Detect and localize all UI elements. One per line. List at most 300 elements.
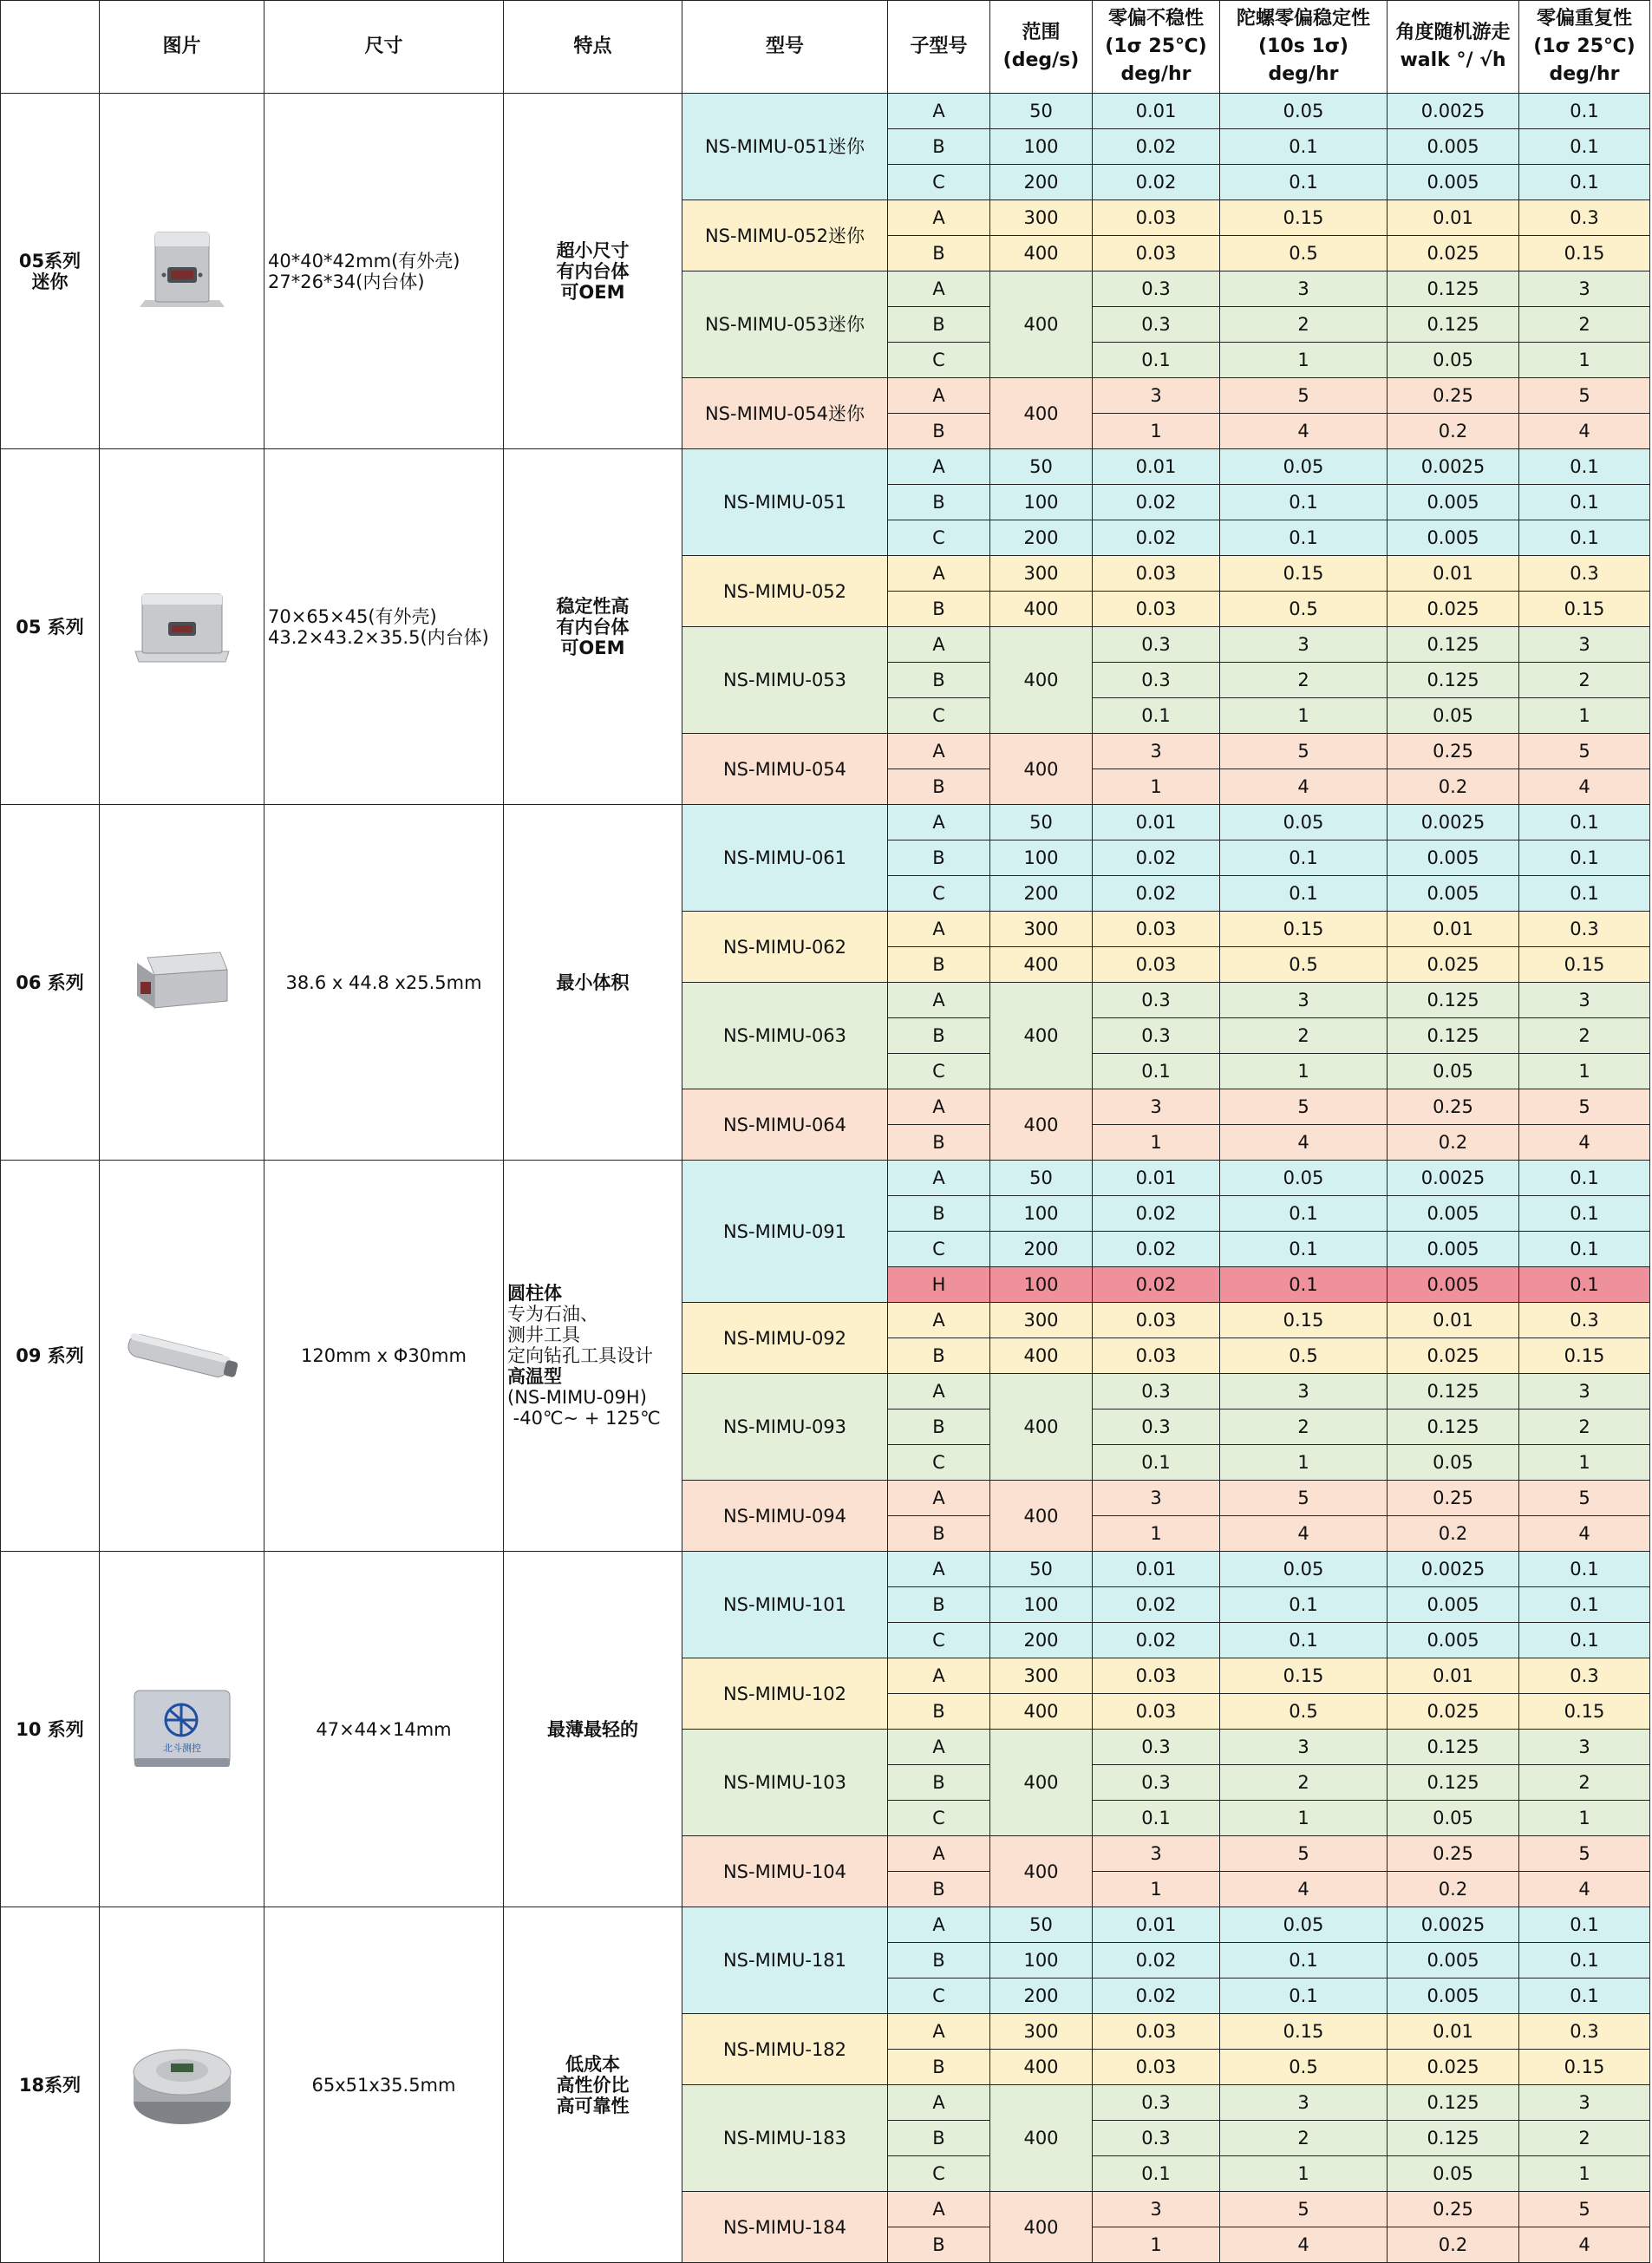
angle-random-walk-cell: 0.05 <box>1388 1801 1519 1836</box>
range-cell: 400 <box>990 1730 1093 1836</box>
bias-repeatability-cell: 0.15 <box>1519 1694 1650 1730</box>
range-cell: 300 <box>990 556 1093 592</box>
angle-random-walk-cell: 0.125 <box>1388 307 1519 343</box>
bias-repeatability-cell: 0.1 <box>1519 129 1650 165</box>
angle-random-walk-cell: 0.01 <box>1388 200 1519 236</box>
submodel-cell: A <box>888 2192 990 2227</box>
bias-repeatability-cell: 3 <box>1519 983 1650 1018</box>
range-cell: 400 <box>990 2050 1093 2085</box>
range-cell: 200 <box>990 1978 1093 2014</box>
model-name: NS-MIMU-093 <box>682 1374 888 1481</box>
angle-random-walk-cell: 0.01 <box>1388 1658 1519 1694</box>
angle-random-walk-cell: 0.01 <box>1388 2014 1519 2050</box>
mini-cube-imu <box>102 107 261 436</box>
angle-random-walk-cell: 0.01 <box>1388 1303 1519 1338</box>
bias-stability-cell: 1 <box>1220 698 1388 734</box>
product-image <box>100 1907 264 2263</box>
product-image <box>100 1552 264 1907</box>
angle-random-walk-cell: 0.005 <box>1388 1196 1519 1232</box>
model-name: NS-MIMU-061 <box>682 805 888 912</box>
range-cell: 50 <box>990 449 1093 485</box>
bias-stability-cell: 2 <box>1220 1765 1388 1801</box>
range-cell: 300 <box>990 912 1093 947</box>
bias-instability-cell: 0.1 <box>1093 1054 1220 1089</box>
bias-stability-cell: 1 <box>1220 2156 1388 2192</box>
bias-repeatability-cell: 0.1 <box>1519 840 1650 876</box>
angle-random-walk-cell: 0.005 <box>1388 876 1519 912</box>
bias-instability-cell: 0.3 <box>1093 1409 1220 1445</box>
angle-random-walk-cell: 0.025 <box>1388 2050 1519 2085</box>
angle-random-walk-cell: 0.005 <box>1388 1943 1519 1978</box>
angle-random-walk-cell: 0.005 <box>1388 1623 1519 1658</box>
submodel-cell: A <box>888 912 990 947</box>
bias-instability-cell: 0.1 <box>1093 343 1220 378</box>
angle-random-walk-cell: 0.05 <box>1388 1445 1519 1481</box>
submodel-cell: A <box>888 271 990 307</box>
bias-stability-cell: 0.15 <box>1220 200 1388 236</box>
bias-repeatability-cell: 3 <box>1519 2085 1650 2121</box>
angle-random-walk-cell: 0.25 <box>1388 734 1519 769</box>
range-cell: 100 <box>990 129 1093 165</box>
product-features: 低成本 高性价比 高可靠性 <box>504 1907 682 2263</box>
bias-repeatability-cell: 1 <box>1519 343 1650 378</box>
product-size: 38.6 x 44.8 x25.5mm <box>264 805 504 1161</box>
submodel-cell: A <box>888 94 990 129</box>
bias-repeatability-cell: 1 <box>1519 1445 1650 1481</box>
submodel-cell: B <box>888 307 990 343</box>
bias-stability-cell: 0.1 <box>1220 1196 1388 1232</box>
submodel-cell: B <box>888 1196 990 1232</box>
model-name: NS-MIMU-052迷你 <box>682 200 888 271</box>
table-row <box>1 1552 1650 1587</box>
angle-random-walk-cell: 0.005 <box>1388 129 1519 165</box>
bias-instability-cell: 0.3 <box>1093 627 1220 663</box>
submodel-cell: C <box>888 1623 990 1658</box>
range-cell: 400 <box>990 1694 1093 1730</box>
submodel-cell: C <box>888 876 990 912</box>
bias-repeatability-cell: 0.1 <box>1519 1232 1650 1267</box>
bias-instability-cell: 1 <box>1093 1872 1220 1907</box>
angle-random-walk-cell: 0.025 <box>1388 947 1519 983</box>
model-name: NS-MIMU-063 <box>682 983 888 1089</box>
header-range: 范围 (deg/s) <box>990 1 1093 94</box>
bias-repeatability-cell: 0.1 <box>1519 1552 1650 1587</box>
model-name: NS-MIMU-051迷你 <box>682 94 888 200</box>
angle-random-walk-cell: 0.005 <box>1388 1267 1519 1303</box>
angle-random-walk-cell: 0.125 <box>1388 1730 1519 1765</box>
bias-stability-cell: 0.1 <box>1220 840 1388 876</box>
submodel-cell: A <box>888 1481 990 1516</box>
bias-repeatability-cell: 1 <box>1519 698 1650 734</box>
range-cell: 400 <box>990 236 1093 271</box>
bias-stability-cell: 5 <box>1220 1481 1388 1516</box>
submodel-cell: B <box>888 485 990 520</box>
bias-stability-cell: 0.5 <box>1220 1694 1388 1730</box>
bias-stability-cell: 5 <box>1220 1836 1388 1872</box>
bias-instability-cell: 1 <box>1093 1516 1220 1552</box>
submodel-cell: A <box>888 627 990 663</box>
bias-stability-cell: 0.5 <box>1220 2050 1388 2085</box>
bias-instability-cell: 1 <box>1093 414 1220 449</box>
header-bias-stability: 陀螺零偏稳定性 (10s 1σ) deg/hr <box>1220 1 1388 94</box>
bias-repeatability-cell: 5 <box>1519 1089 1650 1125</box>
header-image: 图片 <box>100 1 264 94</box>
header-size: 尺寸 <box>264 1 504 94</box>
range-cell: 400 <box>990 2085 1093 2192</box>
bias-repeatability-cell: 3 <box>1519 627 1650 663</box>
angle-random-walk-cell: 0.025 <box>1388 592 1519 627</box>
bias-repeatability-cell: 4 <box>1519 414 1650 449</box>
bias-repeatability-cell: 5 <box>1519 734 1650 769</box>
bias-stability-cell: 0.05 <box>1220 1907 1388 1943</box>
submodel-cell: B <box>888 1587 990 1623</box>
bias-instability-cell: 0.02 <box>1093 1587 1220 1623</box>
bias-stability-cell: 2 <box>1220 2121 1388 2156</box>
range-cell: 50 <box>990 94 1093 129</box>
angle-random-walk-cell: 0.125 <box>1388 1765 1519 1801</box>
angle-random-walk-cell: 0.005 <box>1388 165 1519 200</box>
bias-stability-cell: 0.5 <box>1220 236 1388 271</box>
model-name: NS-MIMU-054迷你 <box>682 378 888 449</box>
product-image <box>100 94 264 449</box>
feature-line: 专为石油、 <box>507 1304 598 1324</box>
bias-repeatability-cell: 1 <box>1519 1801 1650 1836</box>
submodel-cell: C <box>888 343 990 378</box>
angle-random-walk-cell: 0.2 <box>1388 414 1519 449</box>
angle-random-walk-cell: 0.025 <box>1388 1338 1519 1374</box>
submodel-cell: A <box>888 1836 990 1872</box>
bias-stability-cell: 0.1 <box>1220 1978 1388 2014</box>
bias-stability-cell: 4 <box>1220 1516 1388 1552</box>
submodel-cell: A <box>888 1730 990 1765</box>
angle-random-walk-cell: 0.125 <box>1388 2085 1519 2121</box>
range-cell: 100 <box>990 840 1093 876</box>
bias-stability-cell: 1 <box>1220 1054 1388 1089</box>
submodel-cell: A <box>888 1303 990 1338</box>
table-row <box>1 449 1650 485</box>
bias-stability-cell: 5 <box>1220 734 1388 769</box>
bias-instability-cell: 3 <box>1093 2192 1220 2227</box>
series-name: 05系列 迷你 <box>1 94 100 449</box>
range-cell: 400 <box>990 1481 1093 1552</box>
bias-repeatability-cell: 2 <box>1519 663 1650 698</box>
bias-instability-cell: 0.02 <box>1093 129 1220 165</box>
range-cell: 400 <box>990 947 1093 983</box>
bias-instability-cell: 0.03 <box>1093 1303 1220 1338</box>
bias-repeatability-cell: 4 <box>1519 2227 1650 2263</box>
submodel-cell: A <box>888 2014 990 2050</box>
model-name: NS-MIMU-062 <box>682 912 888 983</box>
bias-stability-cell: 4 <box>1220 1872 1388 1907</box>
bias-instability-cell: 3 <box>1093 1836 1220 1872</box>
range-cell: 400 <box>990 1374 1093 1481</box>
product-features: 最薄最轻的 <box>504 1552 682 1907</box>
angle-random-walk-cell: 0.25 <box>1388 1481 1519 1516</box>
bias-instability-cell: 0.01 <box>1093 1552 1220 1587</box>
range-cell: 50 <box>990 1552 1093 1587</box>
bias-instability-cell: 0.1 <box>1093 1445 1220 1481</box>
submodel-cell: C <box>888 520 990 556</box>
bias-repeatability-cell: 2 <box>1519 1018 1650 1054</box>
model-name: NS-MIMU-053迷你 <box>682 271 888 378</box>
range-cell: 100 <box>990 1943 1093 1978</box>
angle-random-walk-cell: 0.0025 <box>1388 94 1519 129</box>
angle-random-walk-cell: 0.025 <box>1388 1694 1519 1730</box>
range-cell: 50 <box>990 1907 1093 1943</box>
submodel-cell: B <box>888 2050 990 2085</box>
model-name: NS-MIMU-064 <box>682 1089 888 1161</box>
angle-random-walk-cell: 0.05 <box>1388 2156 1519 2192</box>
bias-instability-cell: 0.03 <box>1093 1658 1220 1694</box>
bias-instability-cell: 0.03 <box>1093 592 1220 627</box>
bias-instability-cell: 0.02 <box>1093 1978 1220 2014</box>
cube-imu <box>102 462 261 792</box>
bias-stability-cell: 3 <box>1220 271 1388 307</box>
bias-stability-cell: 2 <box>1220 1409 1388 1445</box>
bias-repeatability-cell: 0.1 <box>1519 805 1650 840</box>
header-features: 特点 <box>504 1 682 94</box>
submodel-cell: A <box>888 805 990 840</box>
table-row <box>1 805 1650 840</box>
angle-random-walk-cell: 0.005 <box>1388 1587 1519 1623</box>
angle-random-walk-cell: 0.25 <box>1388 1089 1519 1125</box>
submodel-cell: B <box>888 592 990 627</box>
bias-repeatability-cell: 0.3 <box>1519 200 1650 236</box>
submodel-cell: B <box>888 840 990 876</box>
bias-instability-cell: 1 <box>1093 2227 1220 2263</box>
bias-instability-cell: 3 <box>1093 734 1220 769</box>
flat-box-imu <box>102 818 261 1148</box>
bias-stability-cell: 0.15 <box>1220 1658 1388 1694</box>
range-cell: 200 <box>990 520 1093 556</box>
angle-random-walk-cell: 0.0025 <box>1388 1161 1519 1196</box>
bias-repeatability-cell: 5 <box>1519 2192 1650 2227</box>
bias-stability-cell: 1 <box>1220 1445 1388 1481</box>
header-model: 型号 <box>682 1 888 94</box>
header-series <box>1 1 100 94</box>
range-cell: 300 <box>990 1303 1093 1338</box>
product-image <box>100 449 264 805</box>
submodel-cell: A <box>888 1374 990 1409</box>
angle-random-walk-cell: 0.2 <box>1388 769 1519 805</box>
series-name: 05 系列 <box>1 449 100 805</box>
bias-repeatability-cell: 0.1 <box>1519 94 1650 129</box>
submodel-cell: B <box>888 129 990 165</box>
bias-stability-cell: 0.1 <box>1220 1267 1388 1303</box>
angle-random-walk-cell: 0.005 <box>1388 520 1519 556</box>
model-name: NS-MIMU-091 <box>682 1161 888 1303</box>
bias-instability-cell: 0.01 <box>1093 1161 1220 1196</box>
angle-random-walk-cell: 0.125 <box>1388 663 1519 698</box>
bias-stability-cell: 0.1 <box>1220 1623 1388 1658</box>
table-row <box>1 1161 1650 1196</box>
bias-instability-cell: 0.3 <box>1093 307 1220 343</box>
bias-instability-cell: 0.03 <box>1093 2014 1220 2050</box>
bias-repeatability-cell: 5 <box>1519 378 1650 414</box>
submodel-cell: A <box>888 734 990 769</box>
series-name: 10 系列 <box>1 1552 100 1907</box>
angle-random-walk-cell: 0.125 <box>1388 1374 1519 1409</box>
angle-random-walk-cell: 0.0025 <box>1388 805 1519 840</box>
bias-instability-cell: 0.1 <box>1093 2156 1220 2192</box>
spec-body <box>1 94 1650 2263</box>
bias-instability-cell: 3 <box>1093 1481 1220 1516</box>
product-size: 40*40*42mm(有外壳) 27*26*34(内台体) <box>264 94 504 449</box>
bias-stability-cell: 0.1 <box>1220 1943 1388 1978</box>
range-cell: 100 <box>990 1587 1093 1623</box>
bias-stability-cell: 0.5 <box>1220 947 1388 983</box>
submodel-cell: B <box>888 1516 990 1552</box>
range-cell: 400 <box>990 734 1093 805</box>
angle-random-walk-cell: 0.05 <box>1388 698 1519 734</box>
product-size: 70×65×45(有外壳) 43.2×43.2×35.5(内台体) <box>264 449 504 805</box>
bias-stability-cell: 1 <box>1220 343 1388 378</box>
bias-instability-cell: 0.02 <box>1093 840 1220 876</box>
submodel-cell: B <box>888 1765 990 1801</box>
bias-instability-cell: 1 <box>1093 1125 1220 1161</box>
range-cell: 50 <box>990 1161 1093 1196</box>
angle-random-walk-cell: 0.2 <box>1388 1125 1519 1161</box>
submodel-cell: B <box>888 2121 990 2156</box>
submodel-cell: C <box>888 1445 990 1481</box>
range-cell: 300 <box>990 1658 1093 1694</box>
product-image <box>100 805 264 1161</box>
bias-stability-cell: 0.05 <box>1220 805 1388 840</box>
submodel-cell: B <box>888 663 990 698</box>
bias-instability-cell: 0.1 <box>1093 1801 1220 1836</box>
bias-repeatability-cell: 2 <box>1519 307 1650 343</box>
bias-instability-cell: 0.02 <box>1093 1267 1220 1303</box>
round-puck-imu <box>102 1920 261 2250</box>
angle-random-walk-cell: 0.125 <box>1388 1409 1519 1445</box>
model-name: NS-MIMU-181 <box>682 1907 888 2014</box>
model-name: NS-MIMU-092 <box>682 1303 888 1374</box>
bias-stability-cell: 0.1 <box>1220 165 1388 200</box>
bias-stability-cell: 0.1 <box>1220 520 1388 556</box>
bias-stability-cell: 0.15 <box>1220 912 1388 947</box>
header-bias-instability: 零偏不稳性 (1σ 25℃) deg/hr <box>1093 1 1220 94</box>
bias-repeatability-cell: 0.3 <box>1519 912 1650 947</box>
product-features: 稳定性高 有内台体 可OEM <box>504 449 682 805</box>
angle-random-walk-cell: 0.0025 <box>1388 449 1519 485</box>
model-name: NS-MIMU-184 <box>682 2192 888 2263</box>
bias-instability-cell: 0.3 <box>1093 2085 1220 2121</box>
range-cell: 400 <box>990 592 1093 627</box>
bias-stability-cell: 0.15 <box>1220 556 1388 592</box>
bias-instability-cell: 0.3 <box>1093 271 1220 307</box>
angle-random-walk-cell: 0.25 <box>1388 2192 1519 2227</box>
bias-instability-cell: 3 <box>1093 378 1220 414</box>
angle-random-walk-cell: 0.2 <box>1388 2227 1519 2263</box>
product-logo-text: 北斗测控 <box>162 1742 201 1754</box>
bias-stability-cell: 1 <box>1220 1801 1388 1836</box>
bias-stability-cell: 3 <box>1220 1730 1388 1765</box>
bias-stability-cell: 0.05 <box>1220 1552 1388 1587</box>
bias-instability-cell: 0.3 <box>1093 1018 1220 1054</box>
bias-stability-cell: 4 <box>1220 2227 1388 2263</box>
bias-instability-cell: 0.01 <box>1093 1907 1220 1943</box>
bias-repeatability-cell: 0.15 <box>1519 236 1650 271</box>
angle-random-walk-cell: 0.025 <box>1388 236 1519 271</box>
product-features: 超小尺寸 有内台体 可OEM <box>504 94 682 449</box>
bias-repeatability-cell: 0.1 <box>1519 876 1650 912</box>
bias-instability-cell: 0.02 <box>1093 1623 1220 1658</box>
series-name: 09 系列 <box>1 1161 100 1552</box>
bias-repeatability-cell: 0.1 <box>1519 1943 1650 1978</box>
submodel-cell: A <box>888 200 990 236</box>
bias-instability-cell: 1 <box>1093 769 1220 805</box>
bias-stability-cell: 0.05 <box>1220 1161 1388 1196</box>
bias-stability-cell: 2 <box>1220 663 1388 698</box>
bias-repeatability-cell: 5 <box>1519 1481 1650 1516</box>
bias-repeatability-cell: 0.1 <box>1519 1267 1650 1303</box>
angle-random-walk-cell: 0.125 <box>1388 271 1519 307</box>
bias-instability-cell: 0.3 <box>1093 1374 1220 1409</box>
model-name: NS-MIMU-103 <box>682 1730 888 1836</box>
angle-random-walk-cell: 0.125 <box>1388 2121 1519 2156</box>
angle-random-walk-cell: 0.005 <box>1388 485 1519 520</box>
range-cell: 50 <box>990 805 1093 840</box>
submodel-cell: C <box>888 165 990 200</box>
submodel-cell: C <box>888 1801 990 1836</box>
product-image <box>100 1161 264 1552</box>
bias-repeatability-cell: 1 <box>1519 1054 1650 1089</box>
feature-line: (NS-MIMU-09H) <box>507 1387 647 1408</box>
model-name: NS-MIMU-051 <box>682 449 888 556</box>
bias-repeatability-cell: 0.1 <box>1519 1623 1650 1658</box>
bias-repeatability-cell: 0.1 <box>1519 520 1650 556</box>
range-cell: 400 <box>990 983 1093 1089</box>
bias-repeatability-cell: 0.1 <box>1519 485 1650 520</box>
bias-repeatability-cell: 3 <box>1519 1730 1650 1765</box>
angle-random-walk-cell: 0.05 <box>1388 1054 1519 1089</box>
series-name: 06 系列 <box>1 805 100 1161</box>
bias-instability-cell: 0.03 <box>1093 556 1220 592</box>
bias-repeatability-cell: 2 <box>1519 1765 1650 1801</box>
submodel-cell: C <box>888 1232 990 1267</box>
header-submodel: 子型号 <box>888 1 990 94</box>
submodel-cell: C <box>888 698 990 734</box>
model-name: NS-MIMU-094 <box>682 1481 888 1552</box>
submodel-cell: A <box>888 378 990 414</box>
bias-repeatability-cell: 1 <box>1519 2156 1650 2192</box>
bias-instability-cell: 0.02 <box>1093 1232 1220 1267</box>
model-name: NS-MIMU-102 <box>682 1658 888 1730</box>
submodel-cell: C <box>888 1054 990 1089</box>
bias-instability-cell: 0.01 <box>1093 94 1220 129</box>
range-cell: 400 <box>990 2192 1093 2263</box>
submodel-cell: A <box>888 2085 990 2121</box>
bias-instability-cell: 0.3 <box>1093 1765 1220 1801</box>
submodel-cell: B <box>888 236 990 271</box>
bias-stability-cell: 3 <box>1220 983 1388 1018</box>
bias-instability-cell: 0.03 <box>1093 1338 1220 1374</box>
range-cell: 400 <box>990 1338 1093 1374</box>
table-row <box>1 1907 1650 1943</box>
bias-stability-cell: 3 <box>1220 1374 1388 1409</box>
model-name: NS-MIMU-183 <box>682 2085 888 2192</box>
bias-repeatability-cell: 0.1 <box>1519 165 1650 200</box>
submodel-cell: A <box>888 449 990 485</box>
bias-repeatability-cell: 0.15 <box>1519 592 1650 627</box>
bias-instability-cell: 0.03 <box>1093 200 1220 236</box>
bias-instability-cell: 0.03 <box>1093 1694 1220 1730</box>
bias-stability-cell: 3 <box>1220 2085 1388 2121</box>
bias-repeatability-cell: 4 <box>1519 1516 1650 1552</box>
bias-stability-cell: 2 <box>1220 1018 1388 1054</box>
angle-random-walk-cell: 0.01 <box>1388 912 1519 947</box>
range-cell: 400 <box>990 1089 1093 1161</box>
